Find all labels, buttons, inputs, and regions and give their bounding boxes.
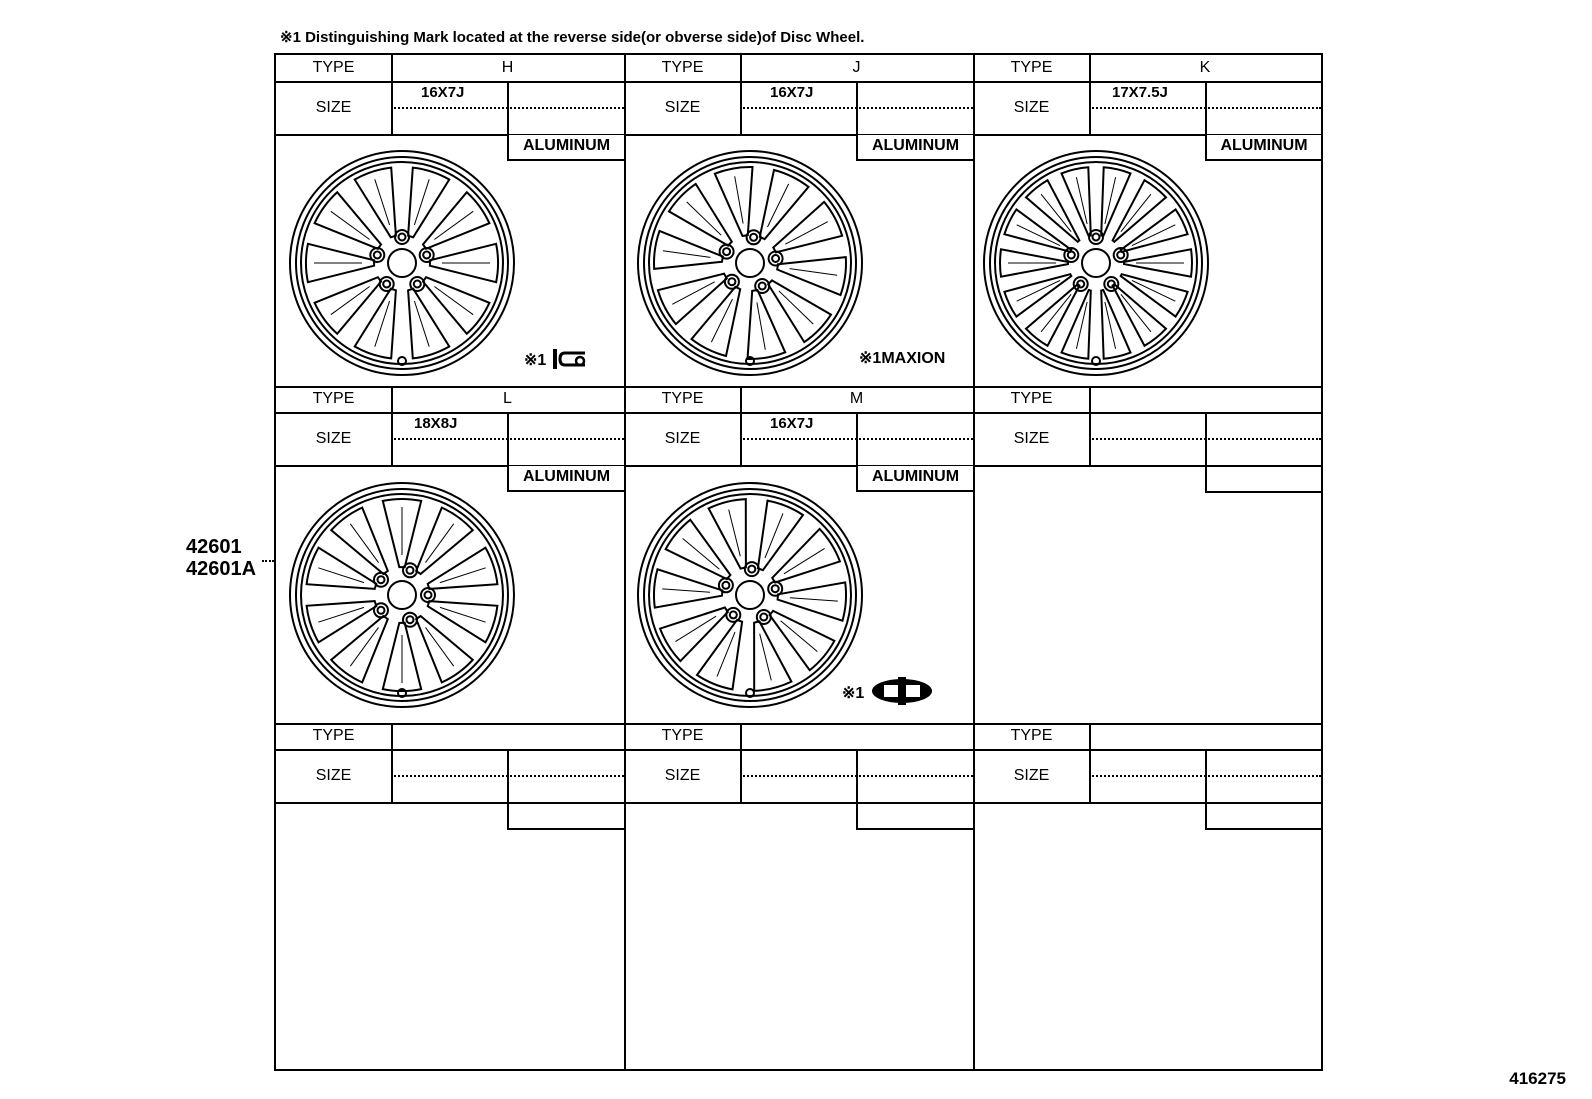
type-value-k: K <box>1199 59 1211 76</box>
size-label: SIZE <box>315 430 352 447</box>
wheel-spoke-window <box>692 287 741 356</box>
wheel-spoke-window <box>307 601 377 642</box>
lug-nut-hole <box>403 613 417 627</box>
wheel-spoke-window <box>428 601 498 642</box>
wheel-spoke-window <box>428 548 498 589</box>
size-value-j: 16X7J <box>770 84 814 101</box>
wheel-illustration-l <box>284 477 520 713</box>
lug-nut-hole <box>1104 277 1118 291</box>
lug-nut-hole <box>768 582 782 596</box>
column-divider <box>973 55 975 1069</box>
lug-nut-hole <box>725 275 739 289</box>
mark-text: MAXION <box>881 350 946 367</box>
wheel-type-table <box>274 53 1323 1071</box>
distinguishing-mark-h <box>524 348 591 370</box>
lug-nut-hole <box>747 230 761 244</box>
wheel-spoke-window <box>748 290 786 359</box>
material-label-h: ALUMINUM <box>507 135 624 161</box>
type-value-l: L <box>503 390 512 407</box>
wheel-spoke-window <box>355 289 396 359</box>
wheel-spoke-window <box>423 277 489 334</box>
type-label: TYPE <box>1010 390 1053 407</box>
material-label-l: ALUMINUM <box>507 466 624 492</box>
wheel-spoke-window <box>1026 284 1079 346</box>
wheel-spoke-window <box>658 274 727 324</box>
wheel-spoke-window <box>778 582 846 620</box>
wheel-spoke-window <box>1004 209 1071 251</box>
illustration-code: 416275 <box>1509 1069 1566 1088</box>
lug-nut-hole <box>410 277 424 291</box>
wheel-spoke-window <box>355 168 396 238</box>
lug-nut-hole <box>755 279 769 293</box>
type-label: TYPE <box>312 727 355 744</box>
part-number-leader <box>262 560 274 562</box>
wheel-spoke-window <box>754 621 791 691</box>
size-label: SIZE <box>315 99 352 116</box>
size-value-k: 17X7.5J <box>1112 84 1168 101</box>
wheel-spoke-window <box>1026 180 1079 242</box>
wheel-spoke-window <box>697 620 742 690</box>
lug-nut-hole <box>720 245 734 259</box>
type-value-h: H <box>501 59 514 76</box>
lug-nut-hole <box>380 277 394 291</box>
wheel-spoke-window <box>715 167 753 236</box>
lug-nut-hole <box>374 603 388 617</box>
material-label-m: ALUMINUM <box>856 466 973 492</box>
wheel-spoke-window <box>1113 284 1166 346</box>
type-label: TYPE <box>312 59 355 76</box>
column-divider <box>624 55 626 1069</box>
lug-nut-hole <box>395 230 409 244</box>
wheel-spoke-window <box>331 616 388 682</box>
wheel-spoke-window <box>758 501 803 571</box>
part-number-alt: 42601A <box>186 558 257 580</box>
material-label-j: ALUMINUM <box>856 135 973 161</box>
type-label: TYPE <box>1010 727 1053 744</box>
wheel-spoke-window <box>1004 274 1071 316</box>
wheel-illustration-m <box>632 477 868 713</box>
lug-nut-hole <box>403 563 417 577</box>
size-label: SIZE <box>664 99 701 116</box>
mark-prefix: ※1 <box>524 352 547 369</box>
wheel-spoke-window <box>408 289 449 359</box>
wheel-spoke-window <box>760 170 809 239</box>
lug-nut-hole <box>719 578 733 592</box>
type-value-m: M <box>849 390 864 407</box>
wheel-spoke-window <box>1113 180 1166 242</box>
mark-prefix: ※1 <box>859 350 882 367</box>
wheel-spoke-window <box>654 569 722 607</box>
wheel-spoke-window <box>1121 209 1188 251</box>
wheel-spoke-window <box>416 508 473 574</box>
size-value-h: 16X7J <box>421 84 465 101</box>
wheel-spoke-window <box>331 508 388 574</box>
wheel-spoke-window <box>773 202 842 252</box>
type-label: TYPE <box>312 390 355 407</box>
lug-nut-hole <box>1089 230 1103 244</box>
wheel-spoke-window <box>416 616 473 682</box>
type-label: TYPE <box>661 59 704 76</box>
wheel-spoke-window <box>772 529 840 583</box>
wheel-spoke-window <box>315 277 381 334</box>
wheel-spoke-window <box>408 168 449 238</box>
lug-nut-hole <box>726 608 740 622</box>
wheel-spoke-window <box>1121 274 1188 316</box>
size-value-l: 18X8J <box>414 415 458 432</box>
wheel-spoke-window <box>660 608 728 662</box>
wheel-spoke-window <box>423 192 489 249</box>
size-label: SIZE <box>1013 430 1050 447</box>
lug-nut-hole <box>374 573 388 587</box>
size-label: SIZE <box>664 430 701 447</box>
lug-nut-hole <box>757 610 771 624</box>
type-label: TYPE <box>1010 59 1053 76</box>
wheel-spoke-window <box>666 520 731 579</box>
lug-nut-hole <box>769 252 783 266</box>
rim-mark-c-icon <box>551 348 591 370</box>
rim-mark-bar-icon <box>869 677 935 705</box>
lug-nut-hole <box>370 248 384 262</box>
size-label: SIZE <box>1013 767 1050 784</box>
wheel-spoke-window <box>709 499 746 568</box>
size-label: SIZE <box>315 767 352 784</box>
type-value-j: J <box>852 59 861 76</box>
mark-prefix: ※1 <box>842 685 865 702</box>
material-label-k: ALUMINUM <box>1205 135 1321 161</box>
wheel-spoke-window <box>307 548 377 589</box>
distinguishing-mark-j <box>859 348 945 368</box>
wheel-illustration-j <box>632 145 868 381</box>
wheel-illustration-h <box>284 145 520 381</box>
size-label: SIZE <box>664 767 701 784</box>
type-label: TYPE <box>661 727 704 744</box>
lug-nut-hole <box>1074 277 1088 291</box>
distinguishing-mark-note: ※1 Distinguishing Mark located at the reverse side(or obverse side)of Disc Wheel. <box>280 29 865 46</box>
type-label: TYPE <box>661 390 704 407</box>
lug-nut-hole <box>420 248 434 262</box>
wheel-illustration-k <box>978 145 1214 381</box>
wheel-spoke-window <box>770 611 835 670</box>
lug-nut-hole <box>745 562 759 576</box>
size-value-m: 16X7J <box>770 415 814 432</box>
size-label: SIZE <box>1013 99 1050 116</box>
lug-nut-hole <box>421 588 435 602</box>
wheel-spoke-window <box>315 192 381 249</box>
part-number: 42601 <box>186 536 242 558</box>
